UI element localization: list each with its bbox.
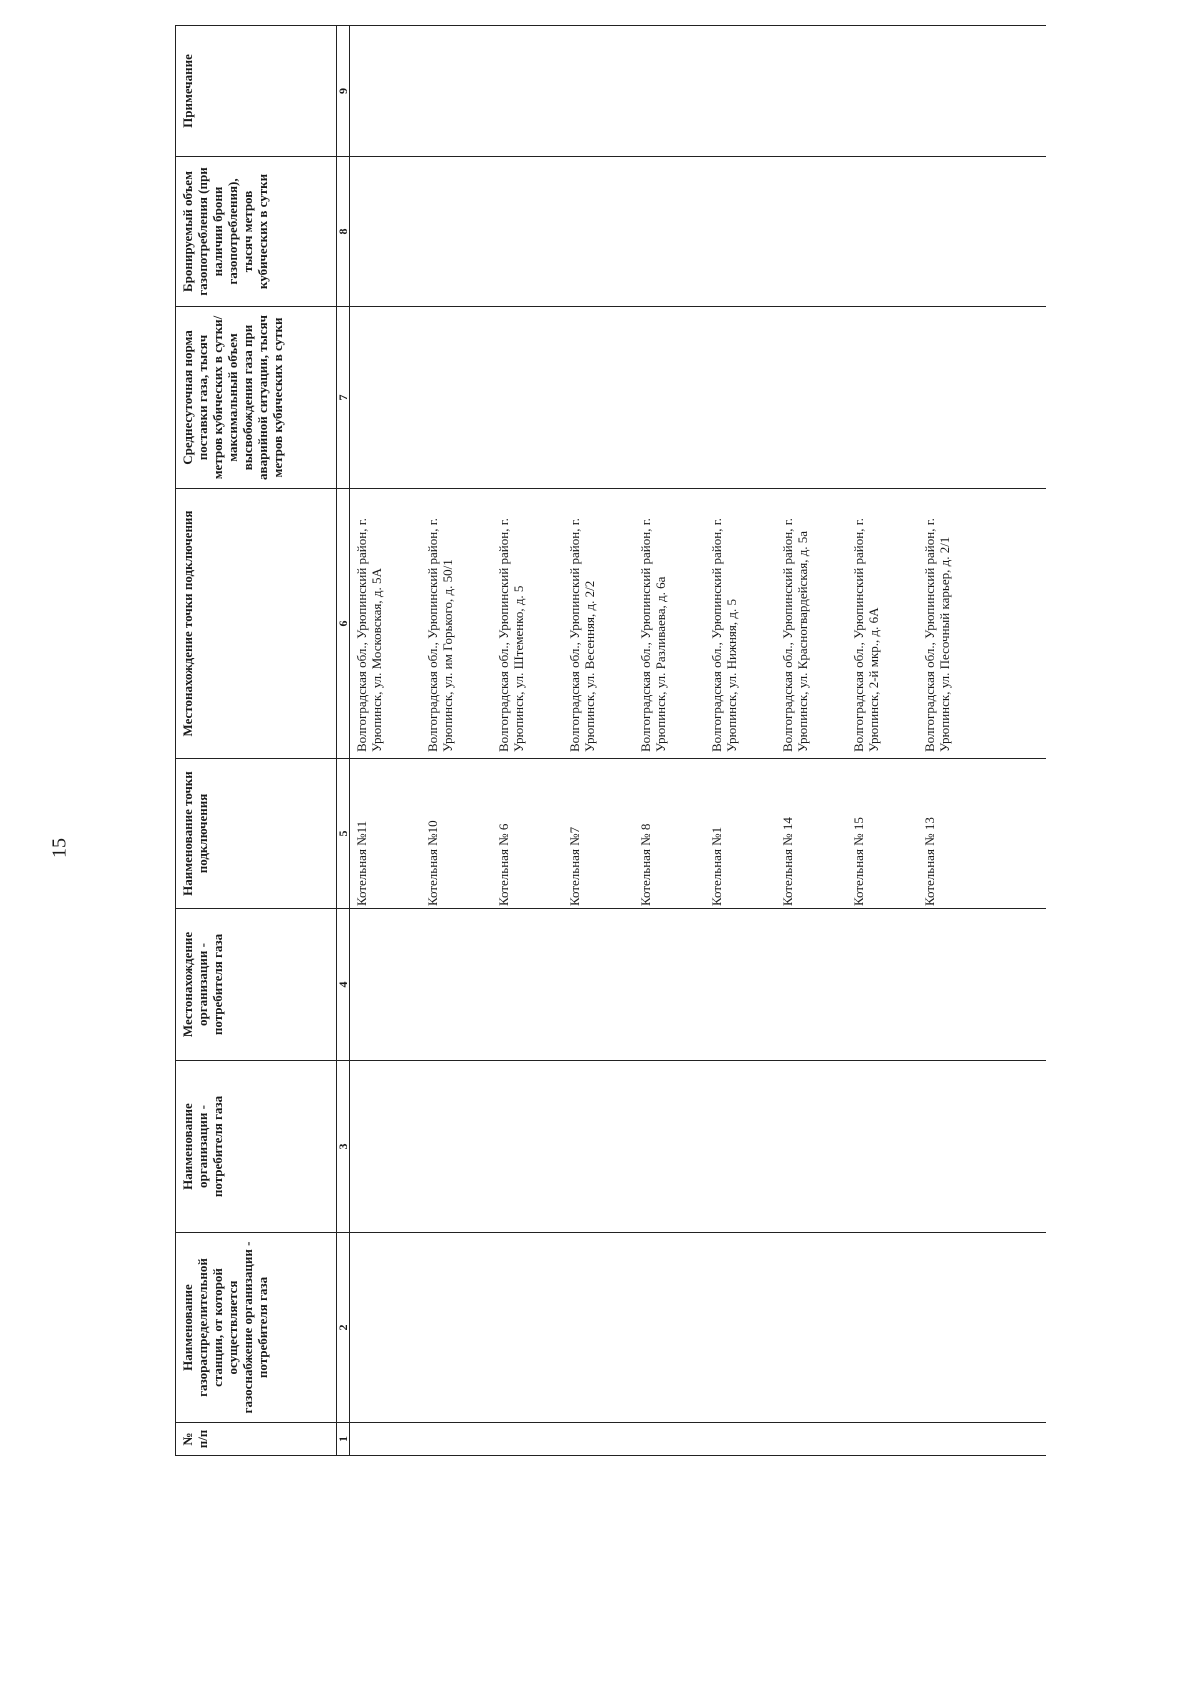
cell-empty [492, 1423, 563, 1456]
cell-empty [776, 1423, 847, 1456]
cell-empty [776, 157, 847, 307]
cell-empty [847, 1233, 918, 1423]
point-name-cell: Котельная № 15 [847, 759, 918, 909]
table-row [634, 26, 705, 1456]
cell-empty [847, 1423, 918, 1456]
header-cell: Примечание [176, 26, 337, 157]
cell-empty [421, 307, 492, 489]
cell-empty [776, 1233, 847, 1423]
column-number-row [337, 26, 350, 1456]
cell-empty [918, 307, 1046, 489]
cell-empty [847, 909, 918, 1061]
cell-empty [492, 909, 563, 1061]
cell-empty [492, 1233, 563, 1423]
cell-empty [918, 1061, 1046, 1233]
header-cell: Наименование газораспределительной станции, от которой осуществляется газоснабжение организации - потребителя газа [176, 1233, 337, 1423]
table-row [705, 26, 776, 1456]
cell-empty [705, 26, 776, 157]
table-row [776, 26, 847, 1456]
point-name-cell: Котельная № 6 [492, 759, 563, 909]
cell-empty [421, 1423, 492, 1456]
point-name-cell: Котельная №10 [421, 759, 492, 909]
cell-empty [918, 1423, 1046, 1456]
cell-empty [563, 1423, 634, 1456]
point-location-cell: Волгоградская обл., Урюпинский район, г. Урюпинск, 2-й мкр., д. 6А [847, 489, 918, 759]
table-row [421, 26, 492, 1456]
point-location-cell: Волгоградская обл., Урюпинский район, г. Урюпинск, ул. им Горького, д. 50/1 [421, 489, 492, 759]
cell-empty [776, 1061, 847, 1233]
table-row [918, 26, 1046, 1456]
cell-empty [563, 26, 634, 157]
cell-empty [918, 1233, 1046, 1423]
cell-empty [563, 1061, 634, 1233]
point-location-cell: Волгоградская обл., Урюпинский район, г. Урюпинск, ул. Весенняя, д. 2/2 [563, 489, 634, 759]
point-name-cell: Котельная № 14 [776, 759, 847, 909]
column-number: 7 [337, 307, 350, 489]
point-name-cell: Котельная №7 [563, 759, 634, 909]
cell-empty [705, 909, 776, 1061]
column-number: 3 [337, 1061, 350, 1233]
point-location-cell: Волгоградская обл., Урюпинский район, г. Урюпинск, ул. Разливаева, д. 6а [634, 489, 705, 759]
header-cell: Среднесуточная норма поставки газа, тысяч метров кубических в сутки/максимальный объем высвобождения газа при аварийной ситуации, тысяч метров кубических в сутки [176, 307, 337, 489]
cell-empty [634, 1061, 705, 1233]
cell-empty [492, 157, 563, 307]
cell-empty [918, 909, 1046, 1061]
cell-empty [421, 157, 492, 307]
table-row [563, 26, 634, 1456]
table-row [847, 26, 918, 1456]
header-cell: Наименование организации - потребителя газа [176, 1061, 337, 1233]
cell-empty [634, 1233, 705, 1423]
column-number: 5 [337, 759, 350, 909]
cell-empty [705, 1233, 776, 1423]
gas-supply-table [175, 25, 1046, 1456]
cell-empty [634, 909, 705, 1061]
cell-empty [350, 1423, 422, 1456]
point-location-cell: Волгоградская обл., Урюпинский район, г. Урюпинск, ул. Песочный карьер, д. 2/1 [918, 489, 1046, 759]
column-number: 4 [337, 909, 350, 1061]
cell-empty [563, 307, 634, 489]
cell-empty [705, 307, 776, 489]
rotated-table-container [175, 26, 1200, 1456]
cell-empty [563, 1233, 634, 1423]
column-number: 9 [337, 26, 350, 157]
cell-empty [421, 909, 492, 1061]
cell-empty [350, 1233, 422, 1423]
point-name-cell: Котельная №11 [350, 759, 422, 909]
cell-empty [350, 307, 422, 489]
cell-empty [350, 909, 422, 1061]
cell-empty [492, 307, 563, 489]
table-row [492, 26, 563, 1456]
column-number: 6 [337, 489, 350, 759]
cell-empty [847, 307, 918, 489]
cell-empty [847, 157, 918, 307]
cell-empty [634, 26, 705, 157]
point-location-cell: Волгоградская обл., Урюпинский район, г. Урюпинск, ул. Московская, д. 5А [350, 489, 422, 759]
cell-empty [492, 26, 563, 157]
cell-empty [563, 909, 634, 1061]
column-number: 1 [337, 1423, 350, 1456]
cell-empty [421, 1233, 492, 1423]
header-cell: № п/п [176, 1423, 337, 1456]
cell-empty [350, 157, 422, 307]
column-number: 2 [337, 1233, 350, 1423]
cell-empty [563, 157, 634, 307]
cell-empty [634, 157, 705, 307]
cell-empty [705, 1423, 776, 1456]
point-name-cell: Котельная № 13 [918, 759, 1046, 909]
cell-empty [634, 307, 705, 489]
cell-empty [776, 909, 847, 1061]
cell-empty [492, 1061, 563, 1233]
cell-empty [776, 307, 847, 489]
header-cell: Местонахождение организации - потребителя газа [176, 909, 337, 1061]
cell-empty [705, 1061, 776, 1233]
point-location-cell: Волгоградская обл., Урюпинский район, г. Урюпинск, ул. Нижняя, д. 5 [705, 489, 776, 759]
table-row [350, 26, 422, 1456]
header-cell: Местонахождение точки подключения [176, 489, 337, 759]
point-name-cell: Котельная № 8 [634, 759, 705, 909]
header-cell: Бронируемый объем газопотребления (при наличии брони газопотребления), тысяч метров кубических в сутки [176, 157, 337, 307]
column-number: 8 [337, 157, 350, 307]
cell-empty [776, 26, 847, 157]
table-header-row [176, 26, 337, 1456]
cell-empty [705, 157, 776, 307]
cell-empty [847, 26, 918, 157]
cell-empty [421, 1061, 492, 1233]
cell-empty [350, 26, 422, 157]
cell-empty [634, 1423, 705, 1456]
point-name-cell: Котельная №1 [705, 759, 776, 909]
cell-empty [350, 1061, 422, 1233]
cell-empty [918, 157, 1046, 307]
cell-empty [918, 26, 1046, 157]
header-cell: Наименование точки подключения [176, 759, 337, 909]
page-number: 15 [48, 838, 71, 858]
cell-empty [421, 26, 492, 157]
cell-empty [847, 1061, 918, 1233]
point-location-cell: Волгоградская обл., Урюпинский район, г. Урюпинск, ул. Штеменко, д. 5 [492, 489, 563, 759]
point-location-cell: Волгоградская обл., Урюпинский район, г. Урюпинск, ул. Красногвардейская, д. 5а [776, 489, 847, 759]
